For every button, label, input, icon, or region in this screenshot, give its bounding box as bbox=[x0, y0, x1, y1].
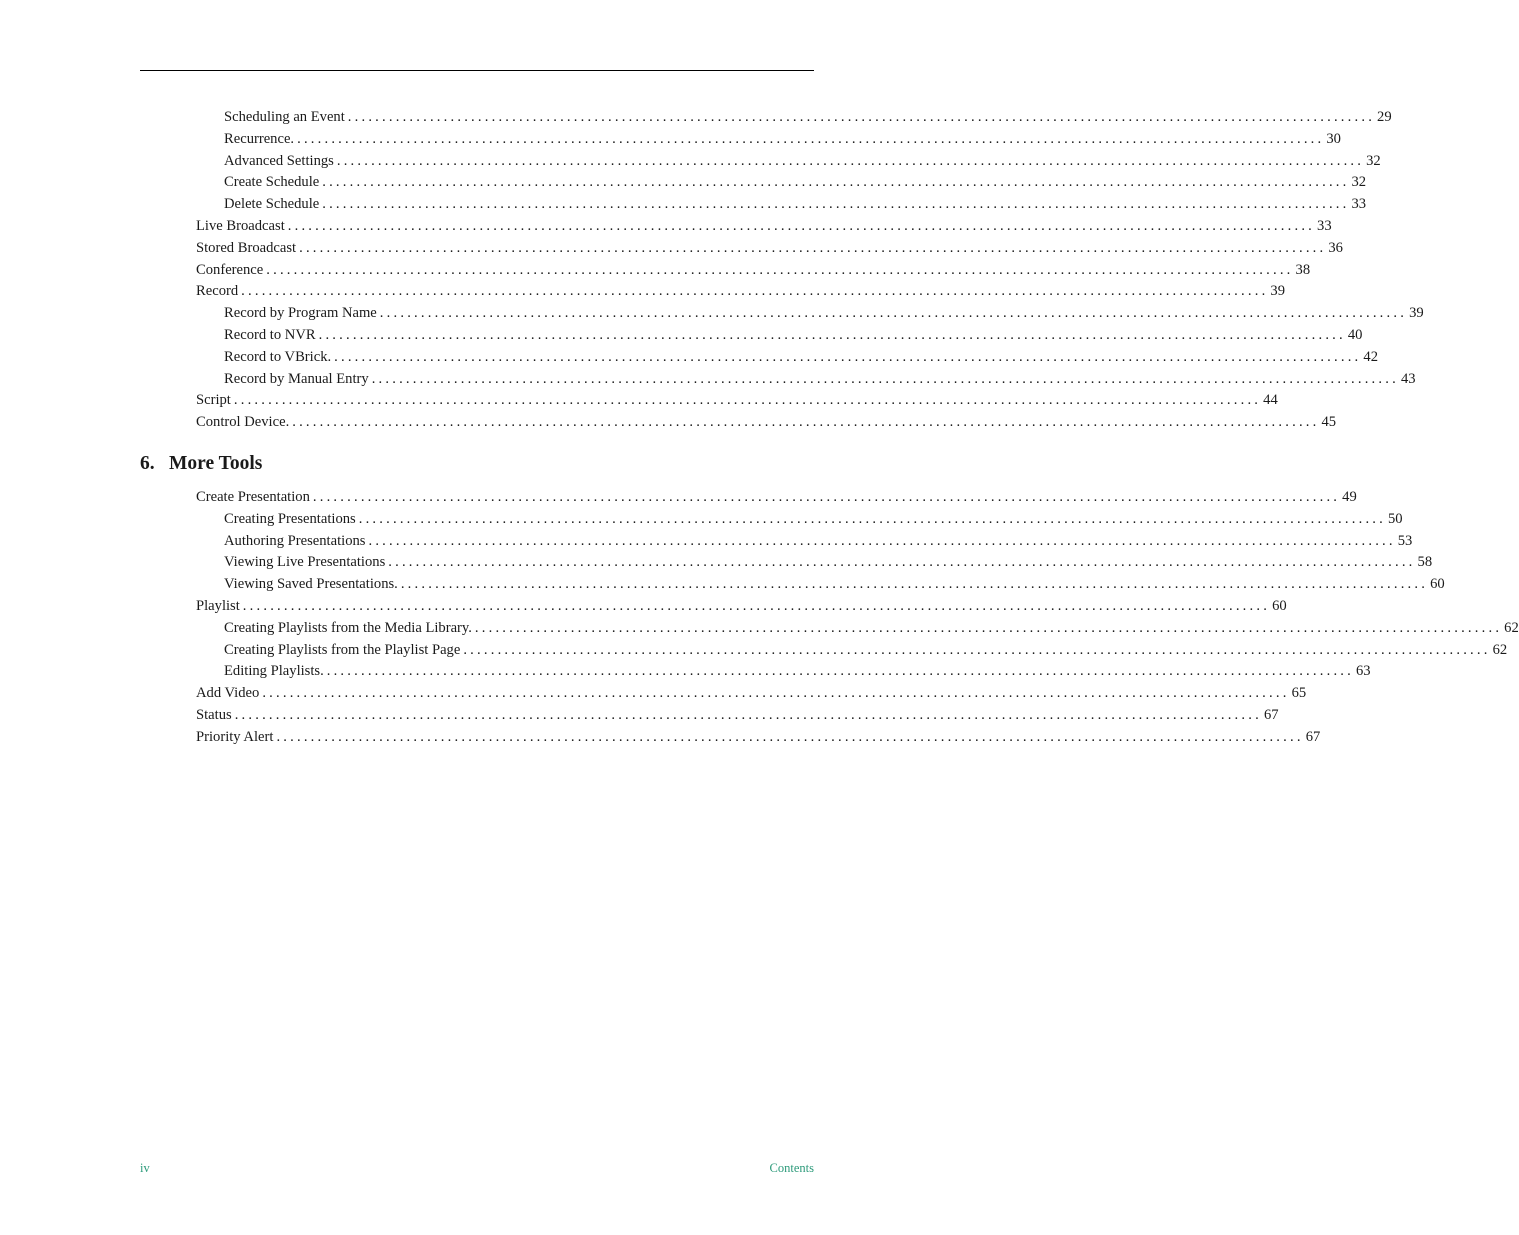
footer-page-number: iv bbox=[140, 1161, 150, 1175]
toc-entry-page: 43 bbox=[1400, 370, 1416, 387]
toc-entry-add-video[interactable] bbox=[140, 683, 1307, 705]
toc-entry-page: 36 bbox=[1328, 239, 1343, 256]
toc-entry-label: Stored Broadcast bbox=[196, 239, 297, 256]
toc-entry-label: Creating Presentations bbox=[224, 510, 356, 527]
toc-entry-page: 32 bbox=[1366, 152, 1381, 169]
toc-entry-page: 65 bbox=[1291, 685, 1307, 702]
toc-entry-label: Priority Alert bbox=[196, 728, 274, 745]
dot-leader: ...................................................................................................................................................... bbox=[266, 261, 1294, 278]
toc-entry-page: 44 bbox=[1263, 392, 1278, 409]
toc-entry-page: 39 bbox=[1409, 305, 1424, 322]
chapter-number: 6. bbox=[140, 453, 155, 474]
toc-entry-page: 30 bbox=[1326, 130, 1341, 147]
dot-leader: ...................................................................................................................................................... bbox=[322, 174, 1350, 191]
dot-leader: ...................................................................................................................................................... bbox=[326, 663, 1354, 680]
toc-entry-page: 39 bbox=[1270, 283, 1286, 300]
toc-entry-record-to-nvr[interactable] bbox=[140, 325, 1363, 347]
toc-entry-label: Record to VBrick. bbox=[224, 348, 332, 365]
toc-entry-playlist[interactable] bbox=[140, 596, 1287, 618]
toc-entry-creating-presentations[interactable] bbox=[140, 509, 1403, 531]
toc-entry-page: 49 bbox=[1342, 489, 1357, 505]
toc-entry-label: Creating Playlists from the Playlist Page bbox=[224, 641, 461, 658]
dot-leader: ...................................................................................................................................................... bbox=[379, 305, 1408, 322]
dot-leader: ...................................................................................................................................................... bbox=[368, 532, 1396, 549]
dot-leader: ...................................................................................................................................................... bbox=[287, 217, 1316, 234]
header-rule bbox=[140, 70, 814, 71]
toc-entry-page: 29 bbox=[1377, 109, 1392, 125]
toc-entry-advanced-settings[interactable] bbox=[140, 151, 1381, 173]
toc-entry-page: 40 bbox=[1347, 326, 1363, 343]
toc-entry-page: 38 bbox=[1295, 261, 1311, 278]
dot-leader: ...................................................................................................................................................... bbox=[276, 728, 1304, 745]
dot-leader: ...................................................................................................................................................... bbox=[463, 641, 1491, 658]
toc-entry-label: Script bbox=[196, 392, 231, 409]
dot-leader: ...................................................................................................................................................... bbox=[358, 510, 1386, 527]
dot-leader: ...................................................................................................................................................... bbox=[318, 326, 1346, 343]
toc-entry-live-broadcast[interactable] bbox=[140, 216, 1332, 238]
toc-entry-create-schedule[interactable] bbox=[140, 172, 1367, 194]
toc-entry-page: 45 bbox=[1321, 414, 1337, 431]
toc-entry-authoring-presentations[interactable] bbox=[140, 531, 1413, 553]
toc-entry-conference[interactable] bbox=[140, 260, 1311, 282]
toc-entry-viewing-saved-presentations[interactable] bbox=[140, 574, 1445, 596]
toc-entry-label: Record by Manual Entry bbox=[224, 370, 369, 387]
toc-entry-page: 62 bbox=[1492, 641, 1508, 658]
toc-entry-label: Advanced Settings bbox=[224, 152, 334, 169]
dot-leader: ...................................................................................................................................................... bbox=[388, 554, 1416, 571]
toc-entry-page: 42 bbox=[1363, 348, 1378, 365]
toc-entry-page: 63 bbox=[1356, 663, 1371, 680]
toc-entry-page: 67 bbox=[1305, 728, 1321, 745]
toc-section-schedule bbox=[140, 107, 1424, 434]
toc-section-more-tools bbox=[140, 487, 1519, 749]
toc-entry-recurrence[interactable] bbox=[140, 129, 1341, 151]
toc-entry-record-by-manual-entry[interactable] bbox=[140, 369, 1416, 391]
toc-entry-record-by-program-name[interactable] bbox=[140, 303, 1424, 325]
toc-entry-label: Create Presentation bbox=[196, 489, 310, 505]
toc-entry-label: Record to NVR bbox=[224, 326, 316, 343]
dot-leader: ...................................................................................................................................................... bbox=[262, 685, 1290, 702]
toc-entry-record-to-vbrick[interactable] bbox=[140, 347, 1378, 369]
toc-entry-scheduling-an-event[interactable] bbox=[140, 107, 1392, 129]
toc-entry-page: 67 bbox=[1263, 706, 1279, 723]
dot-leader: ...................................................................................................................................................... bbox=[322, 196, 1350, 213]
toc-entry-priority-alert[interactable] bbox=[140, 727, 1321, 749]
toc-entry-label: Status bbox=[196, 706, 232, 723]
toc-entry-create-presentation[interactable] bbox=[140, 487, 1357, 509]
dot-leader: ...................................................................................................................................................... bbox=[292, 414, 1320, 431]
toc-entry-label: Editing Playlists. bbox=[224, 663, 324, 680]
toc-entry-creating-playlists-from-the-media-library[interactable] bbox=[140, 618, 1519, 640]
toc-entry-page: 33 bbox=[1317, 217, 1332, 234]
toc-entry-label: Record bbox=[196, 283, 239, 300]
toc-entry-label: Creating Playlists from the Media Library. bbox=[224, 619, 472, 636]
dot-leader: ...................................................................................................................................................... bbox=[312, 489, 1341, 505]
toc-entry-label: Authoring Presentations bbox=[224, 532, 366, 549]
dot-leader: ...................................................................................................................................................... bbox=[334, 348, 1362, 365]
toc-entry-label: Create Schedule bbox=[224, 174, 320, 191]
toc-entry-page: 32 bbox=[1351, 174, 1367, 191]
toc-entry-label: Viewing Saved Presentations. bbox=[224, 576, 398, 593]
toc-entry-page: 60 bbox=[1272, 597, 1287, 614]
toc-entry-page: 60 bbox=[1430, 576, 1445, 593]
dot-leader: ...................................................................................................................................................... bbox=[233, 392, 1262, 409]
dot-leader: ...................................................................................................................................................... bbox=[347, 109, 1376, 125]
toc-entry-label: Delete Schedule bbox=[224, 196, 320, 213]
toc-entry-page: 50 bbox=[1388, 510, 1403, 527]
dot-leader: ...................................................................................................................................................... bbox=[297, 130, 1325, 147]
dot-leader: ...................................................................................................................................................... bbox=[336, 152, 1365, 169]
dot-leader: ...................................................................................................................................................... bbox=[242, 597, 1271, 614]
toc-entry-status[interactable] bbox=[140, 705, 1279, 727]
toc-entry-page: 62 bbox=[1504, 619, 1519, 636]
dot-leader: ...................................................................................................................................................... bbox=[371, 370, 1399, 387]
dot-leader: ...................................................................................................................................................... bbox=[474, 619, 1503, 636]
toc-entry-label: Playlist bbox=[196, 597, 240, 614]
toc-entry-label: Conference bbox=[196, 261, 264, 278]
toc-entry-viewing-live-presentations[interactable] bbox=[140, 552, 1433, 574]
dot-leader: ...................................................................................................................................................... bbox=[241, 283, 1269, 300]
toc-entry-script[interactable] bbox=[140, 390, 1278, 412]
toc-entry-label: Add Video bbox=[196, 685, 260, 702]
dot-leader: ...................................................................................................................................................... bbox=[234, 706, 1262, 723]
chapter-heading bbox=[140, 452, 262, 476]
toc-entry-label: Control Device. bbox=[196, 414, 290, 431]
toc-entry-record[interactable] bbox=[140, 281, 1286, 303]
dot-leader: ...................................................................................................................................................... bbox=[299, 239, 1327, 256]
toc-entry-label: Record by Program Name bbox=[224, 305, 377, 322]
chapter-title: More Tools bbox=[169, 453, 263, 474]
dot-leader: ...................................................................................................................................................... bbox=[400, 576, 1429, 593]
footer-section-name: Contents bbox=[769, 1161, 814, 1175]
toc-entry-creating-playlists-from-the-playlist-page[interactable] bbox=[140, 640, 1508, 662]
toc-entry-control-device[interactable] bbox=[140, 412, 1337, 434]
toc-entry-label: Recurrence. bbox=[224, 130, 295, 147]
toc-entry-delete-schedule[interactable] bbox=[140, 194, 1367, 216]
toc-entry-editing-playlists[interactable] bbox=[140, 661, 1371, 683]
toc-entry-label: Viewing Live Presentations bbox=[224, 554, 386, 571]
toc-entry-label: Live Broadcast bbox=[196, 217, 285, 234]
toc-entry-stored-broadcast[interactable] bbox=[140, 238, 1343, 260]
toc-entry-page: 33 bbox=[1351, 196, 1367, 213]
toc-entry-label: Scheduling an Event bbox=[224, 109, 345, 125]
toc-entry-page: 58 bbox=[1417, 554, 1433, 571]
toc-entry-page: 53 bbox=[1397, 532, 1413, 549]
